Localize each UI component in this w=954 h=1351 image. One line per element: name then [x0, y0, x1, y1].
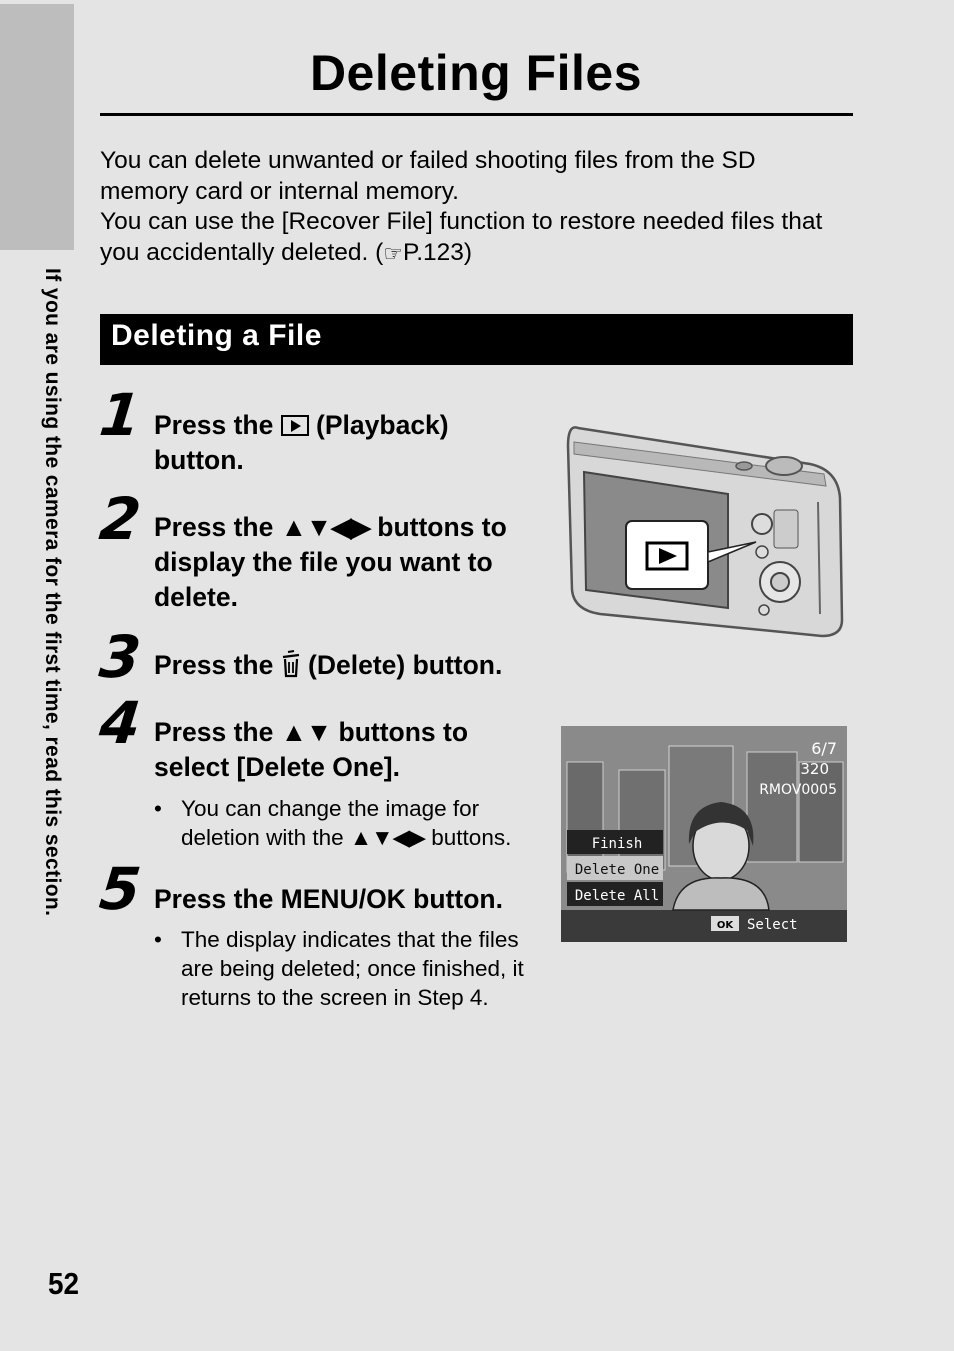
trash-icon	[281, 650, 301, 678]
step-2-text: Press the ▲▼◀▶ buttons to display the file you want to delete.	[154, 512, 507, 612]
page-title: Deleting Files	[309, 45, 643, 101]
intro-paragraph	[100, 146, 860, 269]
playback-icon	[281, 415, 309, 436]
intro-line-2: memory card or internal memory.	[100, 177, 459, 205]
lcd-menu-finish: Finish	[591, 836, 643, 852]
lcd-file-counter: 6/7	[811, 739, 837, 758]
lcd-ok-badge: OK	[716, 920, 734, 931]
finger-point-icon: ☞	[383, 240, 404, 266]
title-underline	[100, 113, 853, 116]
camera-illustration	[560, 414, 850, 640]
step-4-text: Press the ▲▼ buttons to select [Delete One].	[154, 717, 469, 782]
step-1-text: Press the (Playback) button.	[154, 410, 449, 475]
intro-line-4: you accidentally deleted. (☞P.123)	[100, 238, 860, 270]
intro-line-3: You can use the [Recover File] function to restore needed files that	[100, 208, 823, 235]
lcd-remaining-count: 320	[800, 760, 829, 778]
lcd-menu-delete-all: Delete All	[574, 888, 660, 904]
lcd-screen-illustration	[561, 726, 847, 942]
page-reference-link[interactable]: P.123)	[403, 238, 473, 266]
step-4-number: 4	[96, 689, 144, 757]
chapter-tab-text: If you are using the camera for the first time, read this section.	[41, 268, 64, 917]
step-2-number: 2	[96, 485, 144, 553]
page-number: 52	[48, 1266, 80, 1301]
step-1-number: 1	[96, 381, 144, 449]
lcd-menu-delete-one: Delete One	[574, 862, 660, 878]
step-5-note: • The display indicates that the files are being deleted; once finished, it returns to the screen in Step 4.	[154, 927, 524, 1010]
section-heading: Deleting a File	[100, 314, 853, 365]
step-5-text: Press the MENU/OK button.	[154, 884, 503, 914]
chapter-tab	[0, 4, 74, 250]
step-5-number: 5	[96, 855, 144, 923]
up-down-buttons-icon: ▲▼	[280, 717, 332, 747]
intro-line-1: You can delete unwanted or failed shooting files from the SD	[100, 147, 756, 174]
step-4-note: • You can change the image for deletion with the ▲▼◀▶ buttons.	[154, 796, 512, 850]
step-3-text: Press the (Delete) button.	[154, 650, 503, 680]
step-3-number: 3	[96, 623, 144, 691]
arrow-buttons-icon: ▲▼◀▶	[280, 512, 370, 542]
lcd-filename: RMOV0005	[759, 782, 837, 798]
lcd-select-label: Select	[747, 917, 798, 933]
